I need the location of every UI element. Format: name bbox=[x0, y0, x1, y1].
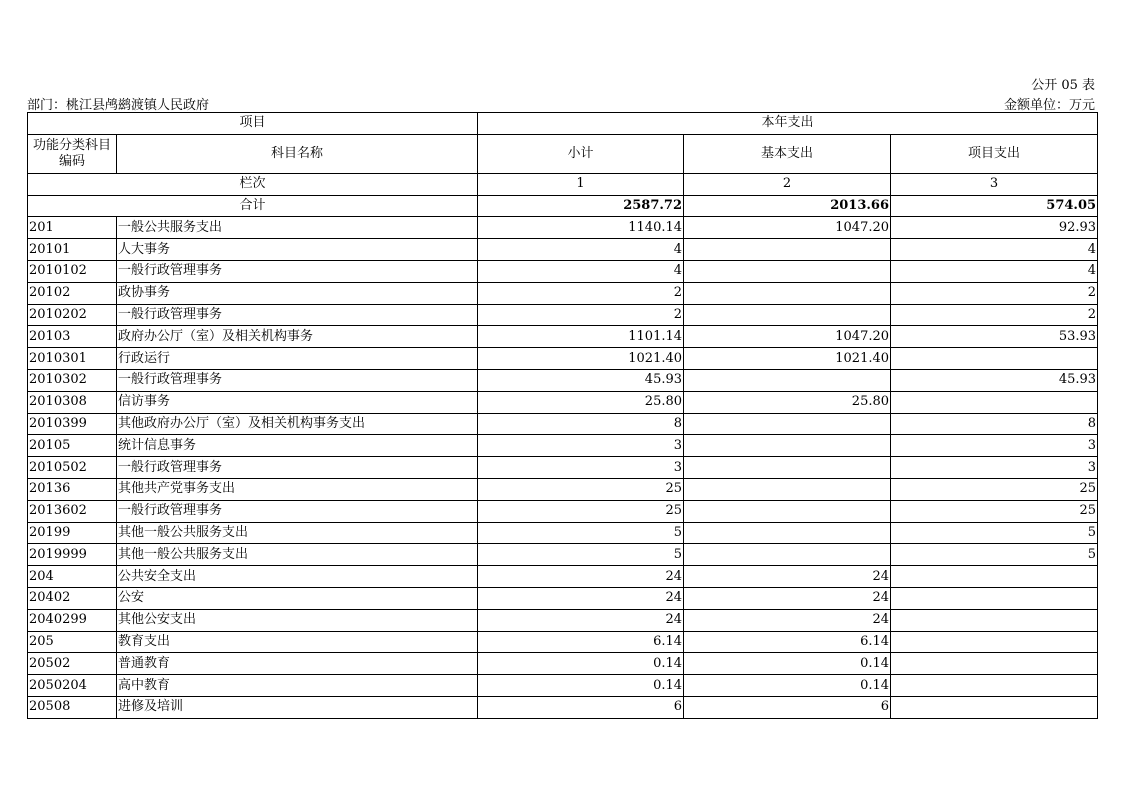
row-subtotal: 4 bbox=[478, 239, 684, 261]
table-row bbox=[28, 260, 1098, 282]
header-name: 科目名称 bbox=[117, 134, 478, 173]
table-row bbox=[28, 304, 1098, 326]
row-subtotal: 5 bbox=[478, 544, 684, 566]
table-row bbox=[28, 478, 1098, 500]
row-code: 2010308 bbox=[28, 391, 117, 413]
row-basic: 6 bbox=[684, 696, 891, 718]
row-code: 2013602 bbox=[28, 500, 117, 522]
table-row bbox=[28, 587, 1098, 609]
row-project bbox=[891, 587, 1098, 609]
row-code: 201 bbox=[28, 217, 117, 239]
table-row bbox=[28, 326, 1098, 348]
row-name: 高中教育 bbox=[117, 675, 478, 697]
table-row bbox=[28, 544, 1098, 566]
header-code: 功能分类科目编码 bbox=[28, 134, 117, 173]
row-code: 20103 bbox=[28, 326, 117, 348]
row-project: 92.93 bbox=[891, 217, 1098, 239]
row-basic: 1021.40 bbox=[684, 348, 891, 370]
header-row-2 bbox=[28, 134, 1098, 173]
table-row bbox=[28, 391, 1098, 413]
row-code: 2019999 bbox=[28, 544, 117, 566]
row-name: 进修及培训 bbox=[117, 696, 478, 718]
row-basic bbox=[684, 478, 891, 500]
row-project: 2 bbox=[891, 282, 1098, 304]
row-name: 其他一般公共服务支出 bbox=[117, 522, 478, 544]
expenditure-table bbox=[27, 112, 1098, 719]
table-row bbox=[28, 653, 1098, 675]
amount-unit-label: 金额单位：万元 bbox=[1003, 98, 1095, 113]
row-code: 20199 bbox=[28, 522, 117, 544]
row-code: 2010399 bbox=[28, 413, 117, 435]
row-project bbox=[891, 391, 1098, 413]
row-name: 信访事务 bbox=[117, 391, 478, 413]
row-code: 20102 bbox=[28, 282, 117, 304]
row-code: 20508 bbox=[28, 696, 117, 718]
index-cell: 2 bbox=[684, 173, 891, 195]
row-project: 3 bbox=[891, 435, 1098, 457]
row-name: 一般行政管理事务 bbox=[117, 369, 478, 391]
table-row bbox=[28, 522, 1098, 544]
row-basic: 25.80 bbox=[684, 391, 891, 413]
row-basic: 24 bbox=[684, 609, 891, 631]
row-name: 其他公安支出 bbox=[117, 609, 478, 631]
row-subtotal: 0.14 bbox=[478, 675, 684, 697]
row-project: 25 bbox=[891, 478, 1098, 500]
row-subtotal: 45.93 bbox=[478, 369, 684, 391]
row-project bbox=[891, 696, 1098, 718]
row-name: 一般行政管理事务 bbox=[117, 260, 478, 282]
row-project: 8 bbox=[891, 413, 1098, 435]
total-project: 574.05 bbox=[891, 195, 1098, 217]
table-row bbox=[28, 435, 1098, 457]
row-code: 20136 bbox=[28, 478, 117, 500]
row-name: 人大事务 bbox=[117, 239, 478, 261]
row-name: 其他一般公共服务支出 bbox=[117, 544, 478, 566]
row-project bbox=[891, 348, 1098, 370]
row-basic bbox=[684, 282, 891, 304]
table-row bbox=[28, 217, 1098, 239]
row-subtotal: 24 bbox=[478, 587, 684, 609]
row-project: 3 bbox=[891, 457, 1098, 479]
row-name: 其他共产党事务支出 bbox=[117, 478, 478, 500]
row-subtotal: 25 bbox=[478, 500, 684, 522]
row-project bbox=[891, 566, 1098, 588]
row-basic bbox=[684, 260, 891, 282]
header-subtotal: 小计 bbox=[478, 134, 684, 173]
row-code: 2010202 bbox=[28, 304, 117, 326]
row-subtotal: 0.14 bbox=[478, 653, 684, 675]
table-row bbox=[28, 413, 1098, 435]
row-name: 政协事务 bbox=[117, 282, 478, 304]
table-row bbox=[28, 631, 1098, 653]
row-subtotal: 6 bbox=[478, 696, 684, 718]
row-basic bbox=[684, 369, 891, 391]
row-name: 一般行政管理事务 bbox=[117, 500, 478, 522]
row-project: 5 bbox=[891, 544, 1098, 566]
row-subtotal: 24 bbox=[478, 609, 684, 631]
row-name: 公安 bbox=[117, 587, 478, 609]
row-basic bbox=[684, 544, 891, 566]
table-row bbox=[28, 369, 1098, 391]
row-project: 25 bbox=[891, 500, 1098, 522]
header-row-1 bbox=[28, 113, 1098, 135]
row-name: 政府办公厅（室）及相关机构事务 bbox=[117, 326, 478, 348]
row-subtotal: 6.14 bbox=[478, 631, 684, 653]
row-subtotal: 1021.40 bbox=[478, 348, 684, 370]
row-basic: 0.14 bbox=[684, 653, 891, 675]
index-row bbox=[28, 173, 1098, 195]
row-code: 205 bbox=[28, 631, 117, 653]
total-basic: 2013.66 bbox=[684, 195, 891, 217]
table-row bbox=[28, 457, 1098, 479]
row-code: 2010301 bbox=[28, 348, 117, 370]
row-name: 教育支出 bbox=[117, 631, 478, 653]
table-row bbox=[28, 675, 1098, 697]
row-code: 2010502 bbox=[28, 457, 117, 479]
row-code: 2040299 bbox=[28, 609, 117, 631]
row-basic bbox=[684, 500, 891, 522]
table-row bbox=[28, 566, 1098, 588]
row-name: 普通教育 bbox=[117, 653, 478, 675]
row-name: 统计信息事务 bbox=[117, 435, 478, 457]
row-subtotal: 24 bbox=[478, 566, 684, 588]
table-row bbox=[28, 282, 1098, 304]
row-subtotal: 3 bbox=[478, 435, 684, 457]
row-basic: 0.14 bbox=[684, 675, 891, 697]
row-code: 20105 bbox=[28, 435, 117, 457]
row-basic bbox=[684, 435, 891, 457]
row-subtotal: 3 bbox=[478, 457, 684, 479]
row-project bbox=[891, 653, 1098, 675]
row-basic bbox=[684, 304, 891, 326]
department-label: 部门：桃江县鸬鹚渡镇人民政府 bbox=[27, 98, 210, 113]
row-subtotal: 2 bbox=[478, 304, 684, 326]
row-basic: 24 bbox=[684, 566, 891, 588]
row-basic: 6.14 bbox=[684, 631, 891, 653]
row-code: 2010102 bbox=[28, 260, 117, 282]
row-code: 20402 bbox=[28, 587, 117, 609]
row-project: 4 bbox=[891, 260, 1098, 282]
row-project: 5 bbox=[891, 522, 1098, 544]
table-row bbox=[28, 696, 1098, 718]
header-basic: 基本支出 bbox=[684, 134, 891, 173]
table-row bbox=[28, 609, 1098, 631]
index-cell: 3 bbox=[891, 173, 1098, 195]
row-code: 2050204 bbox=[28, 675, 117, 697]
row-subtotal: 2 bbox=[478, 282, 684, 304]
row-code: 2010302 bbox=[28, 369, 117, 391]
row-project bbox=[891, 675, 1098, 697]
row-name: 行政运行 bbox=[117, 348, 478, 370]
total-label: 合计 bbox=[28, 195, 478, 217]
row-project: 45.93 bbox=[891, 369, 1098, 391]
row-code: 20101 bbox=[28, 239, 117, 261]
row-subtotal: 25.80 bbox=[478, 391, 684, 413]
row-subtotal: 1101.14 bbox=[478, 326, 684, 348]
row-basic bbox=[684, 413, 891, 435]
row-subtotal: 8 bbox=[478, 413, 684, 435]
row-project: 4 bbox=[891, 239, 1098, 261]
table-row bbox=[28, 239, 1098, 261]
row-project: 2 bbox=[891, 304, 1098, 326]
row-basic: 1047.20 bbox=[684, 326, 891, 348]
table-row bbox=[28, 348, 1098, 370]
header-item: 项目 bbox=[28, 113, 478, 135]
total-row bbox=[28, 195, 1098, 217]
row-basic bbox=[684, 457, 891, 479]
header-year-expenditure: 本年支出 bbox=[478, 113, 1098, 135]
row-name: 一般公共服务支出 bbox=[117, 217, 478, 239]
row-basic: 1047.20 bbox=[684, 217, 891, 239]
index-label: 栏次 bbox=[28, 173, 478, 195]
row-subtotal: 5 bbox=[478, 522, 684, 544]
table-row bbox=[28, 500, 1098, 522]
row-basic bbox=[684, 522, 891, 544]
row-name: 其他政府办公厅（室）及相关机构事务支出 bbox=[117, 413, 478, 435]
row-project bbox=[891, 631, 1098, 653]
row-subtotal: 1140.14 bbox=[478, 217, 684, 239]
form-number: 公开 05 表 bbox=[1031, 78, 1095, 93]
row-code: 204 bbox=[28, 566, 117, 588]
row-name: 公共安全支出 bbox=[117, 566, 478, 588]
row-project bbox=[891, 609, 1098, 631]
row-basic: 24 bbox=[684, 587, 891, 609]
row-subtotal: 4 bbox=[478, 260, 684, 282]
index-cell: 1 bbox=[478, 173, 684, 195]
row-name: 一般行政管理事务 bbox=[117, 457, 478, 479]
total-subtotal: 2587.72 bbox=[478, 195, 684, 217]
row-subtotal: 25 bbox=[478, 478, 684, 500]
header-project: 项目支出 bbox=[891, 134, 1098, 173]
row-name: 一般行政管理事务 bbox=[117, 304, 478, 326]
row-project: 53.93 bbox=[891, 326, 1098, 348]
row-basic bbox=[684, 239, 891, 261]
row-code: 20502 bbox=[28, 653, 117, 675]
